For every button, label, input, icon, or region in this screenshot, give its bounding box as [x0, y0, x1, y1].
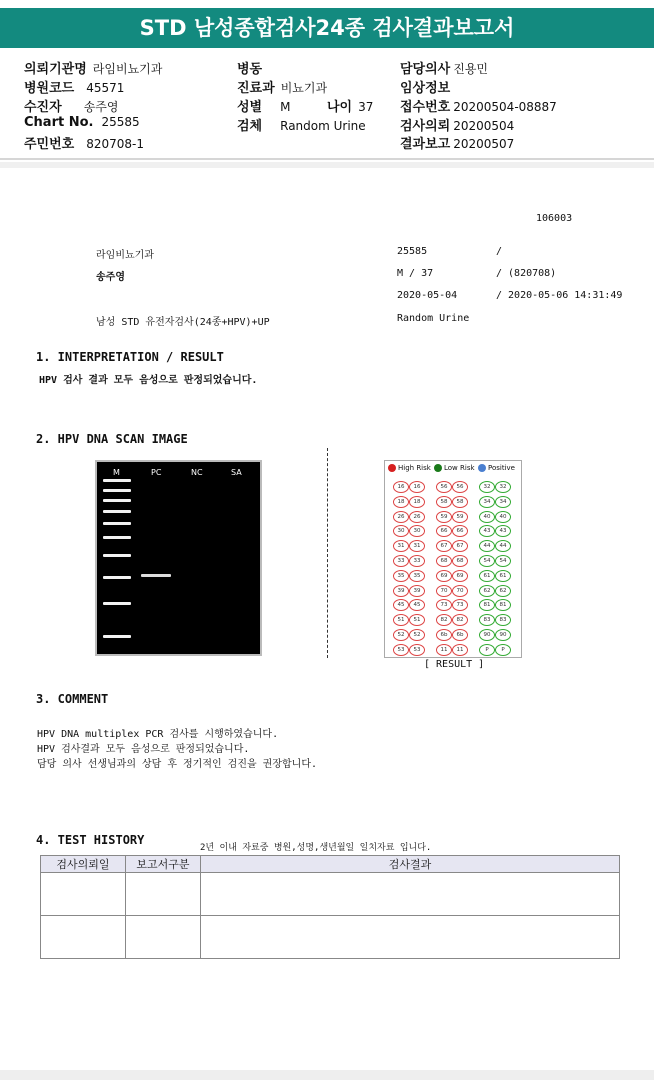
marker-band [103, 576, 131, 579]
hpv-chip: 68 [452, 555, 468, 567]
section-comment-title: 3. COMMENT [36, 692, 109, 706]
hpv-chip: 18 [409, 496, 425, 508]
hpv-chip: P [479, 644, 495, 656]
col-header-result: 검사결과 [201, 856, 620, 873]
header-shadow [0, 162, 654, 168]
info-sex: 성별 M [237, 100, 291, 115]
hpv-chip: 82 [436, 614, 452, 626]
hpv-chip: 62 [495, 585, 511, 597]
hpv-chip: 35 [409, 570, 425, 582]
report-patient: 송주영 [96, 272, 125, 283]
hpv-chip: 81 [495, 599, 511, 611]
hpv-chip: 51 [393, 614, 409, 626]
marker-band [103, 510, 131, 513]
header-divider [0, 158, 654, 160]
hpv-chip: 61 [479, 570, 495, 582]
hpv-chip: 66 [436, 525, 452, 537]
hpv-chip: P [495, 644, 511, 656]
hpv-scan-grid [384, 460, 522, 658]
hpv-chip: 81 [479, 599, 495, 611]
grid-caption: [ RESULT ] [424, 659, 485, 670]
hpv-chip: 62 [479, 585, 495, 597]
hpv-chip: 30 [393, 525, 409, 537]
hpv-chip: 56 [452, 481, 468, 493]
marker-band [103, 554, 131, 557]
hpv-chip: 39 [409, 585, 425, 597]
col-header-report-type: 보고서구분 [126, 856, 201, 873]
marker-band [103, 479, 131, 482]
info-receipt-no: 접수번호 20200504-08887 [400, 100, 557, 115]
footer-bar [0, 1070, 654, 1080]
report-test-name: 남성 STD 유전자검사(24종+HPV)+UP [96, 317, 270, 328]
report-title: STD 남성종합검사24종 검사결과보고서 [0, 8, 654, 48]
marker-band [103, 489, 131, 492]
report-date-requested: 2020-05-04 [397, 290, 458, 301]
info-ward: 병동 [237, 62, 263, 77]
info-chart-no: Chart No. 25585 [24, 115, 140, 130]
lane-label-pc: PC [151, 468, 162, 477]
hpv-chip: 16 [409, 481, 425, 493]
hpv-chip: 53 [393, 644, 409, 656]
hpv-chip: 54 [479, 555, 495, 567]
section-history-title: 4. TEST HISTORY [36, 833, 145, 847]
hpv-chip: 69 [436, 570, 452, 582]
hpv-chip: 58 [436, 496, 452, 508]
marker-band [103, 522, 131, 525]
hpv-chip: 69 [452, 570, 468, 582]
hpv-chip: 34 [479, 496, 495, 508]
hpv-chip: 33 [409, 555, 425, 567]
hpv-chip: 83 [479, 614, 495, 626]
table-row [41, 873, 620, 916]
hpv-chip: 40 [495, 511, 511, 523]
lane-label-m: M [113, 468, 120, 477]
comment-line-1: HPV DNA multiplex PCR 검사를 시행하였습니다. [37, 729, 279, 740]
hpv-chip: 67 [436, 540, 452, 552]
gel-electrophoresis-image [95, 460, 262, 656]
pc-band [141, 574, 171, 577]
hpv-chip: 73 [452, 599, 468, 611]
hpv-chip: 82 [452, 614, 468, 626]
hpv-chip: 83 [495, 614, 511, 626]
image-divider [327, 448, 328, 658]
hpv-chip: 52 [393, 629, 409, 641]
info-report-date: 결과보고 20200507 [400, 137, 515, 152]
hpv-chip: 70 [452, 585, 468, 597]
hpv-chip: 16 [393, 481, 409, 493]
section-interpretation-title: 1. INTERPRETATION / RESULT [36, 350, 224, 364]
info-clinical: 임상정보 [400, 81, 451, 96]
comment-line-3: 담당 의사 선생님과의 상담 후 정기적인 검진을 권장합니다. [37, 759, 318, 770]
hpv-chip: 39 [393, 585, 409, 597]
marker-band [103, 499, 131, 502]
hpv-chip: 6b [452, 629, 468, 641]
section-scan-title: 2. HPV DNA SCAN IMAGE [36, 432, 188, 446]
hpv-chip: 54 [495, 555, 511, 567]
info-patient: 수진자 송주영 [24, 100, 119, 115]
hpv-chip: 43 [479, 525, 495, 537]
hpv-chip: 34 [495, 496, 511, 508]
hpv-chip: 45 [393, 599, 409, 611]
lane-label-sa: SA [231, 468, 242, 477]
history-table [40, 855, 620, 959]
hpv-chip: 26 [409, 511, 425, 523]
hpv-chip: 43 [495, 525, 511, 537]
hpv-chip: 31 [409, 540, 425, 552]
legend-positive: Positive [478, 464, 515, 472]
history-header-row [41, 856, 620, 873]
legend-high-risk: High Risk [388, 464, 431, 472]
hpv-chip: 18 [393, 496, 409, 508]
marker-band [103, 602, 131, 605]
interpretation-text: HPV 검사 결과 모두 음성으로 판정되었습니다. [39, 375, 258, 386]
report-hospital: 라임비뇨기과 [96, 250, 154, 261]
report-code: 106003 [536, 213, 573, 224]
comment-line-2: HPV 검사결과 모두 음성으로 판정되었습니다. [37, 744, 250, 755]
info-request-date: 검사의뢰 20200504 [400, 119, 515, 134]
hpv-chip: 58 [452, 496, 468, 508]
hpv-chip: 11 [436, 644, 452, 656]
hpv-chip: 52 [409, 629, 425, 641]
hpv-chip: 68 [436, 555, 452, 567]
info-hospital-code: 병원코드 45571 [24, 81, 125, 96]
hpv-chip: 31 [393, 540, 409, 552]
hpv-chip: 45 [409, 599, 425, 611]
hpv-chip: 51 [409, 614, 425, 626]
info-id-number: 주민번호 820708-1 [24, 137, 145, 152]
hpv-chip: 59 [436, 511, 452, 523]
hpv-chip: 26 [393, 511, 409, 523]
hpv-chip: 32 [495, 481, 511, 493]
report-chart: 25585 [397, 246, 428, 257]
hpv-chip: 61 [495, 570, 511, 582]
hpv-chip: 33 [393, 555, 409, 567]
hpv-chip: 35 [393, 570, 409, 582]
blue-dot-icon [478, 464, 486, 472]
info-requester: 의뢰기관명 라임비뇨기과 [24, 62, 163, 77]
hpv-chip: 70 [436, 585, 452, 597]
hpv-chip: 30 [409, 525, 425, 537]
col-header-request-date: 검사의뢰일 [41, 856, 126, 873]
legend-low-risk: Low Risk [434, 464, 475, 472]
report-date-reported: / 2020-05-06 14:31:49 [496, 290, 623, 301]
hpv-chip: 40 [479, 511, 495, 523]
hpv-chip: 44 [479, 540, 495, 552]
hpv-chip: 56 [436, 481, 452, 493]
info-department: 진료과 비뇨기과 [237, 81, 328, 96]
green-dot-icon [434, 464, 442, 472]
report-slash: / [496, 246, 503, 257]
hpv-chip: 6b [436, 629, 452, 641]
red-dot-icon [388, 464, 396, 472]
hpv-chip: 53 [409, 644, 425, 656]
info-age: 나이 37 [327, 100, 374, 115]
hpv-chip: 44 [495, 540, 511, 552]
report-sex-age: M / 37 [397, 268, 434, 279]
table-row [41, 916, 620, 959]
hpv-chip: 90 [495, 629, 511, 641]
marker-band [103, 635, 131, 638]
report-specimen: Random Urine [397, 313, 470, 324]
lane-label-nc: NC [191, 468, 203, 477]
hpv-chip: 67 [452, 540, 468, 552]
marker-band [103, 536, 131, 539]
hpv-chip: 11 [452, 644, 468, 656]
hpv-chip: 90 [479, 629, 495, 641]
hpv-chip: 73 [436, 599, 452, 611]
info-specimen: 검체 Random Urine [237, 119, 366, 134]
hpv-chip: 59 [452, 511, 468, 523]
hpv-chip: 66 [452, 525, 468, 537]
info-doctor: 담당의사 진용민 [400, 62, 489, 77]
hpv-chip: 32 [479, 481, 495, 493]
history-note: 2년 이내 자료중 병원,성명,생년월일 일치자료 입니다. [200, 843, 432, 853]
report-dob: / (820708) [496, 268, 557, 279]
